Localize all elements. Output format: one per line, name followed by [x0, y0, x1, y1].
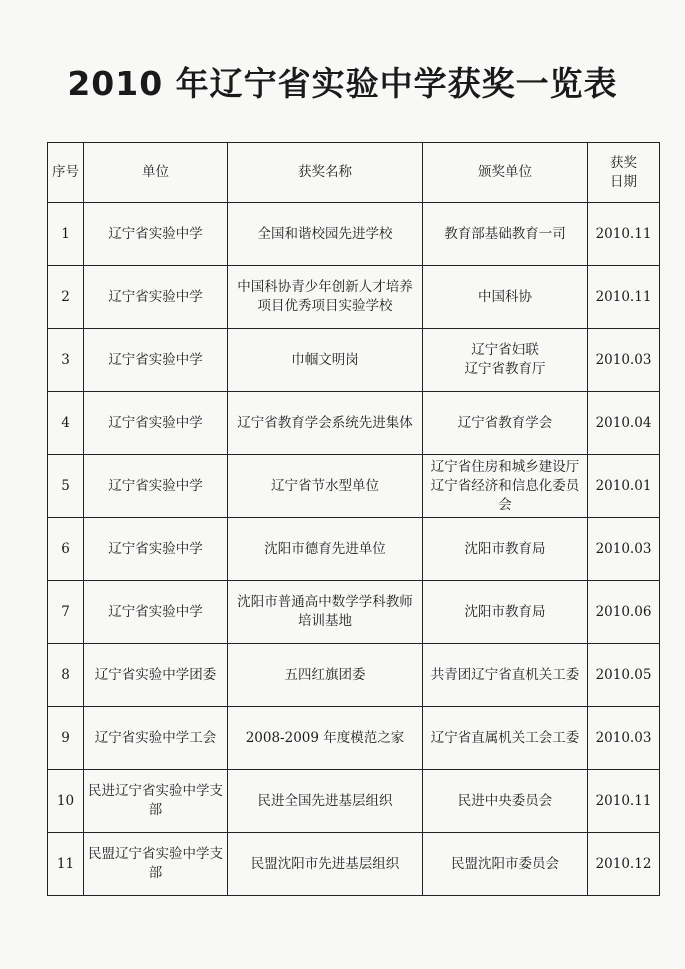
cell-no: 10	[48, 770, 84, 833]
cell-unit: 辽宁省实验中学	[84, 329, 228, 392]
cell-issuer: 辽宁省直属机关工会工委	[423, 707, 588, 770]
cell-award: 辽宁省教育学会系统先进集体	[228, 392, 423, 455]
cell-award: 辽宁省节水型单位	[228, 455, 423, 518]
cell-date: 2010.12	[588, 833, 660, 896]
cell-date: 2010.03	[588, 329, 660, 392]
header-award: 获奖名称	[228, 143, 423, 203]
cell-award: 巾帼文明岗	[228, 329, 423, 392]
cell-no: 8	[48, 644, 84, 707]
cell-award: 2008-2009 年度模范之家	[228, 707, 423, 770]
cell-date: 2010.03	[588, 518, 660, 581]
cell-no: 7	[48, 581, 84, 644]
table-row	[48, 518, 660, 581]
table-row	[48, 392, 660, 455]
cell-issuer: 中国科协	[423, 266, 588, 329]
cell-unit: 民盟辽宁省实验中学支部	[84, 833, 228, 896]
cell-issuer: 民进中央委员会	[423, 770, 588, 833]
table-row	[48, 707, 660, 770]
cell-unit: 辽宁省实验中学	[84, 455, 228, 518]
header-unit: 单位	[84, 143, 228, 203]
table-row	[48, 329, 660, 392]
cell-award: 沈阳市德育先进单位	[228, 518, 423, 581]
table-row	[48, 644, 660, 707]
cell-date: 2010.05	[588, 644, 660, 707]
cell-issuer: 教育部基础教育一司	[423, 203, 588, 266]
cell-no: 1	[48, 203, 84, 266]
cell-date: 2010.11	[588, 266, 660, 329]
cell-no: 6	[48, 518, 84, 581]
cell-unit: 辽宁省实验中学团委	[84, 644, 228, 707]
cell-unit: 民进辽宁省实验中学支部	[84, 770, 228, 833]
cell-award: 沈阳市普通高中数学学科教师 培训基地	[228, 581, 423, 644]
cell-issuer: 沈阳市教育局	[423, 581, 588, 644]
cell-no: 5	[48, 455, 84, 518]
cell-date: 2010.11	[588, 203, 660, 266]
cell-award: 民进全国先进基层组织	[228, 770, 423, 833]
cell-unit: 辽宁省实验中学	[84, 203, 228, 266]
page-title: 2010 年辽宁省实验中学获奖一览表	[67, 64, 618, 103]
header-date: 获奖 日期	[588, 143, 660, 203]
cell-date: 2010.06	[588, 581, 660, 644]
table-row	[48, 266, 660, 329]
cell-award: 五四红旗团委	[228, 644, 423, 707]
cell-no: 3	[48, 329, 84, 392]
table-row	[48, 455, 660, 518]
cell-no: 9	[48, 707, 84, 770]
cell-unit: 辽宁省实验中学	[84, 392, 228, 455]
cell-issuer: 民盟沈阳市委员会	[423, 833, 588, 896]
table-row	[48, 833, 660, 896]
table-row	[48, 203, 660, 266]
cell-issuer: 共青团辽宁省直机关工委	[423, 644, 588, 707]
table-row	[48, 770, 660, 833]
cell-no: 4	[48, 392, 84, 455]
cell-issuer: 沈阳市教育局	[423, 518, 588, 581]
cell-award: 民盟沈阳市先进基层组织	[228, 833, 423, 896]
cell-unit: 辽宁省实验中学	[84, 266, 228, 329]
cell-issuer: 辽宁省妇联 辽宁省教育厅	[423, 329, 588, 392]
cell-unit: 辽宁省实验中学工会	[84, 707, 228, 770]
table-row	[48, 581, 660, 644]
cell-no: 11	[48, 833, 84, 896]
cell-date: 2010.03	[588, 707, 660, 770]
table-header-row	[48, 143, 660, 203]
cell-issuer: 辽宁省教育学会	[423, 392, 588, 455]
cell-award: 中国科协青少年创新人才培养 项目优秀项目实验学校	[228, 266, 423, 329]
cell-date: 2010.01	[588, 455, 660, 518]
cell-award: 全国和谐校园先进学校	[228, 203, 423, 266]
cell-unit: 辽宁省实验中学	[84, 518, 228, 581]
awards-table	[47, 142, 660, 896]
cell-date: 2010.04	[588, 392, 660, 455]
cell-issuer: 辽宁省住房和城乡建设厅 辽宁省经济和信息化委员会	[423, 455, 588, 518]
cell-no: 2	[48, 266, 84, 329]
header-no: 序号	[48, 143, 84, 203]
cell-date: 2010.11	[588, 770, 660, 833]
cell-unit: 辽宁省实验中学	[84, 581, 228, 644]
header-issuer: 颁奖单位	[423, 143, 588, 203]
